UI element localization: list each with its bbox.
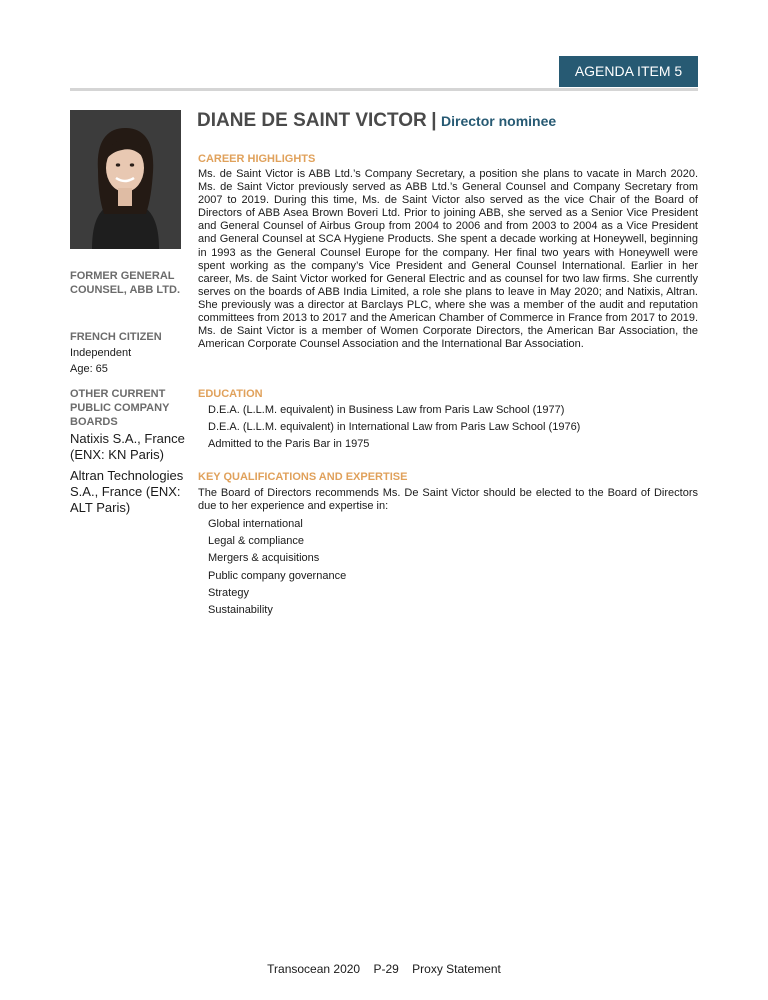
nominee-name: DIANE DE SAINT VICTOR xyxy=(197,110,427,131)
header-divider xyxy=(70,88,698,91)
footer-page-number: P-29 xyxy=(373,962,399,976)
board-item: Altran Technologies S.A., France (ENX: ALT Paris) xyxy=(70,468,184,515)
qualification-item: Mergers & acquisitions xyxy=(208,552,320,565)
nominee-role: Director nominee xyxy=(441,113,557,129)
education-heading: EDUCATION xyxy=(198,388,263,400)
agenda-item-badge: AGENDA ITEM 5 xyxy=(559,56,698,87)
qualification-item: Strategy xyxy=(208,586,249,599)
education-item: D.E.A. (L.L.M. equivalent) in Business Law from Paris Law School (1977) xyxy=(208,404,565,416)
footer-company: Transocean 2020 xyxy=(267,962,361,976)
qualification-item: Legal & compliance xyxy=(208,535,305,548)
qualifications-list xyxy=(208,516,346,619)
sidebar-boards-list xyxy=(70,431,190,521)
sidebar-position: FORMER GENERAL COUNSEL, ABB LTD. xyxy=(70,270,180,296)
qualification-item: Global international xyxy=(208,518,303,530)
title-separator: | xyxy=(431,110,437,131)
footer-document: Proxy Statement xyxy=(412,962,501,976)
qualifications-heading: KEY QUALIFICATIONS AND EXPERTISE xyxy=(198,471,408,483)
career-heading: CAREER HIGHLIGHTS xyxy=(198,153,316,165)
qualification-item: Public company governance xyxy=(208,569,347,582)
sidebar-boards-heading: OTHER CURRENT PUBLIC COMPANY BOARDS xyxy=(70,388,170,428)
portrait-photo xyxy=(70,110,181,249)
sidebar-citizenship: FRENCH CITIZEN xyxy=(70,331,162,343)
sidebar-age: Age: 65 xyxy=(70,363,108,375)
career-text: Ms. de Saint Victor is ABB Ltd.’s Company Secretary, a position she plans to vacate in March 2020. Ms. de Saint Victor previously served as ABB Ltd.’s General Counsel and Company Secretary from 2007 to 2019. During this time, Ms. de Saint Victor also served as the vice Chair of the Board of Directors of ABB Asea Brown Boveri Ltd. Prior to joining ABB, she served as a Senior Vice President and General Counsel of Airbus Group from 2004 to 2006 and from 2003 to 2004 as a Vice President and General Counsel at SCA Hygiene Products. She spent a decade working at Honeywell, beginning in 1993 as the General Counsel Europe for the company. Her final two years with Honeywell were spent working as the company’s Vice President and General Counsel International. Earlier in her career, Ms. de Saint Victor worked for General Electric and as counsel for two law firms. She currently serves on the boards of ABB India Limited, a role she plans to leave in May 2020; and Natixis, Altran. She previously was a director at Barclays PLC, where she was a member of the audit and reputation committees from 2013 to 2017 and the American Chamber of Commerce in France from 2017 to 2019. Ms. de Saint Victor is a member of Women Corporate Directors, the American Bar Association, the American Corporate Counsel Association and the International Bar Association. xyxy=(198,168,698,351)
board-item: Natixis S.A., France (ENX: KN Paris) xyxy=(70,431,185,462)
education-list xyxy=(208,402,580,454)
qualifications-intro: The Board of Directors recommends Ms. De Saint Victor should be elected to the Board of Directors due to her experience and expertise in: xyxy=(198,487,698,513)
education-item: D.E.A. (L.L.M. equivalent) in International Law from Paris Law School (1976) xyxy=(208,421,581,434)
sidebar-status: Independent xyxy=(70,347,132,359)
nominee-title xyxy=(197,110,556,132)
education-item: Admitted to the Paris Bar in 1975 xyxy=(208,438,370,451)
qualification-item: Sustainability xyxy=(208,604,273,617)
person-portrait-icon xyxy=(70,110,181,249)
page-footer xyxy=(0,962,768,976)
